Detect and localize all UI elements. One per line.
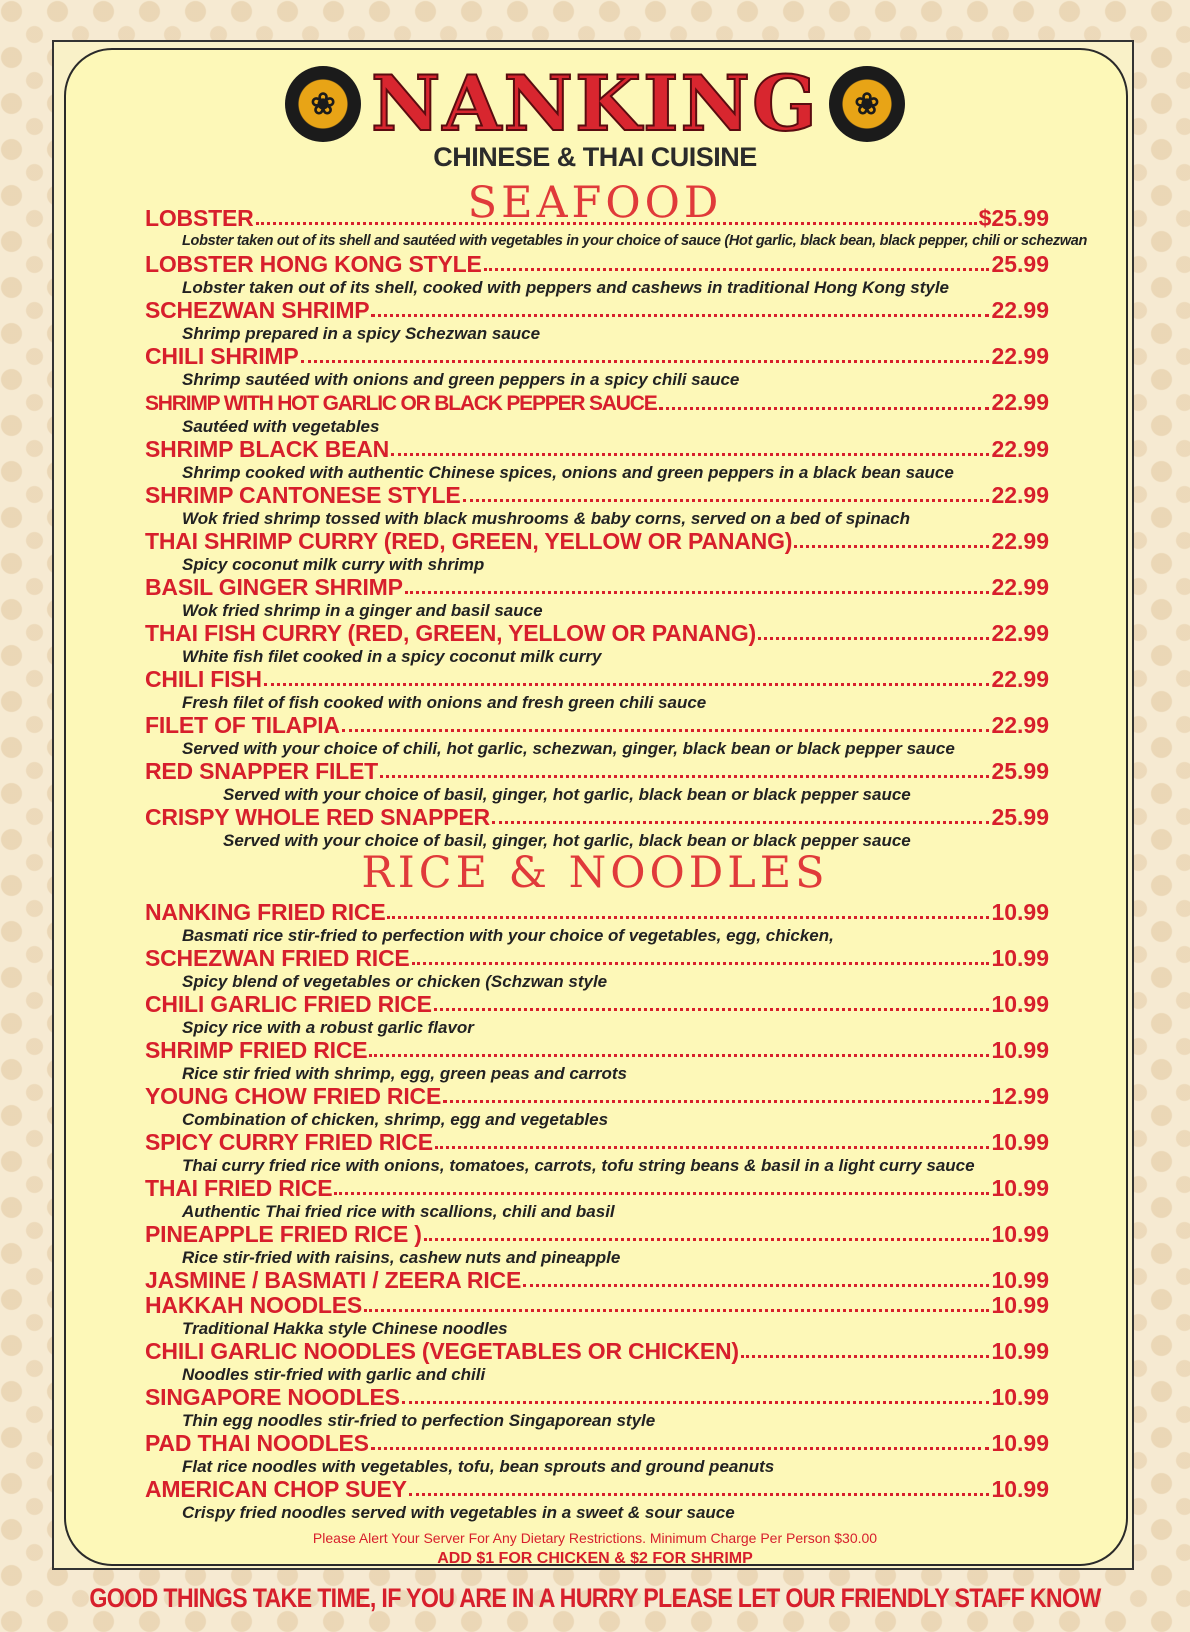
seafood-list [145, 205, 1088, 851]
menu-item-price: 22.99 [991, 297, 1049, 323]
section-title-rice-noodles: RICE & NOODLES [361, 848, 829, 898]
dot-leader [424, 1234, 990, 1241]
dot-leader [484, 264, 990, 271]
dot-leader [371, 1443, 990, 1450]
dot-leader [342, 725, 990, 732]
menu-item-description: Sautéed with vegetables [182, 417, 380, 436]
menu-item-name: RED SNAPPER FILET [145, 758, 379, 784]
menu-item [145, 713, 1049, 738]
dot-leader [412, 958, 990, 965]
menu-item-price: 22.99 [991, 436, 1049, 462]
menu-item-name: YOUNG CHOW FRIED RICE [145, 1083, 442, 1109]
section-title-seafood: SEAFOOD [467, 178, 723, 228]
dot-leader [435, 1142, 990, 1149]
menu-header [0, 59, 1190, 173]
menu-item-price: 25.99 [991, 251, 1049, 277]
menu-item-price: 10.99 [991, 991, 1049, 1017]
menu-item-description: Thai curry fried rice with onions, tomatoes, carrots, tofu string beans & basil in a light curry sauce [182, 1156, 975, 1175]
menu-item [145, 437, 1049, 462]
dot-leader [758, 633, 989, 640]
menu-item-name: SPICY CURRY FRIED RICE [145, 1129, 433, 1155]
menu-item-name: HAKKAH NOODLES [145, 1292, 362, 1318]
menu-item-name: PAD THAI NOODLES [145, 1430, 369, 1456]
menu-item-price: 22.99 [991, 666, 1049, 692]
menu-item [145, 252, 1049, 277]
menu-item [145, 1130, 1049, 1155]
footer-banner: GOOD THINGS TAKE TIME, IF YOU ARE IN A HURRY PLEASE LET OUR FRIENDLY STAFF KNOW [89, 1583, 1101, 1613]
dot-leader [334, 1188, 989, 1195]
menu-item-price: 10.99 [991, 1430, 1049, 1456]
menu-item [145, 1385, 1049, 1410]
menu-item-description: Spicy blend of vegetables or chicken (Schzwan style [182, 972, 608, 991]
dot-leader [371, 310, 989, 317]
menu-item-name: THAI SHRIMP CURRY (RED, GREEN, YELLOW OR PANANG) [145, 528, 793, 554]
menu-item-description: Authentic Thai fried rice with scallions, chili and basil [182, 1202, 615, 1221]
restaurant-name: NANKING [371, 59, 819, 148]
menu-item-name: CHILI GARLIC NOODLES (VEGETABLES OR CHICKEN) [145, 1338, 739, 1364]
menu-item-name: THAI FRIED RICE [145, 1175, 333, 1201]
dot-leader [463, 495, 990, 502]
menu-item-description: Wok fried shrimp in a ginger and basil sauce [182, 601, 543, 620]
menu-item [145, 1176, 1049, 1201]
menu-item-name: SINGAPORE NOODLES [145, 1384, 400, 1410]
menu-item-price: 10.99 [991, 1267, 1049, 1293]
dot-leader [380, 771, 989, 778]
menu-item-description: Crispy fried noodles served with vegetables in a sweet & sour sauce [182, 1503, 735, 1522]
menu-item [145, 1038, 1049, 1063]
menu-item-price: 10.99 [991, 899, 1049, 925]
dot-leader [405, 587, 990, 594]
menu-item [145, 1431, 1049, 1456]
menu-item [145, 900, 1049, 925]
dragon-emblem-icon: ❀ [829, 66, 905, 142]
dietary-notice: Please Alert Your Server For Any Dietary Restrictions. Minimum Charge Per Person $30.00 [312, 1530, 878, 1546]
menu-item-description: Shrimp cooked with authentic Chinese spices, onions and green peppers in a black bean sauce [182, 463, 954, 482]
menu-item-price: 10.99 [991, 1037, 1049, 1063]
menu-item-price: 10.99 [991, 1384, 1049, 1410]
menu-item-price: 10.99 [991, 1175, 1049, 1201]
menu-item-price: 22.99 [991, 343, 1049, 369]
menu-item [145, 621, 1049, 646]
menu-item-description: Rice stir-fried with raisins, cashew nuts and pineapple [182, 1248, 621, 1267]
menu-item-description: Wok fried shrimp tossed with black mushrooms & baby corns, served on a bed of spinach [182, 509, 911, 528]
menu-item [145, 206, 1049, 231]
menu-item [145, 483, 1049, 508]
menu-item-description: Fresh filet of fish cooked with onions and fresh green chili sauce [182, 693, 707, 712]
menu-item-price: 25.99 [991, 804, 1049, 830]
menu-item-price: 10.99 [991, 945, 1049, 971]
menu-item-name: SCHEZWAN SHRIMP [145, 297, 370, 323]
menu-item-description: Served with your choice of basil, ginger, hot garlic, black bean or black pepper sauce [223, 785, 911, 804]
menu-item-name: SHRIMP BLACK BEAN [145, 436, 390, 462]
menu-item-description: Shrimp sautéed with onions and green peppers in a spicy chili sauce [182, 370, 740, 389]
menu-item-description: Rice stir fried with shrimp, egg, green peas and carrots [182, 1064, 627, 1083]
menu-item-description: Lobster taken out of its shell and sautéed with vegetables in your choice of sauce (Hot garlic, black bean, black pepper, chili or schezwan [182, 233, 1088, 249]
menu-item-name: LOBSTER HONG KONG STYLE [145, 251, 482, 277]
menu-item [145, 1293, 1049, 1318]
menu-item-price: 22.99 [991, 620, 1049, 646]
menu-item-price: 10.99 [991, 1292, 1049, 1318]
menu-item [145, 805, 1049, 830]
menu-item-price: 10.99 [991, 1221, 1049, 1247]
menu-item-name: SHRIMP WITH HOT GARLIC OR BLACK PEPPER SAUCE [145, 392, 657, 415]
menu-item [145, 1084, 1049, 1109]
menu-item-description: Basmati rice stir-fried to perfection with your choice of vegetables, egg, chicken, [182, 926, 834, 945]
menu-item-price: 25.99 [991, 758, 1049, 784]
menu-item-name: SHRIMP CANTONESE STYLE [145, 482, 461, 508]
menu-item-name: FILET OF TILAPIA [145, 712, 340, 738]
menu-item-name: CHILI SHRIMP [145, 343, 299, 369]
dot-leader [256, 218, 977, 225]
menu-item [145, 529, 1049, 554]
menu-item [145, 1477, 1049, 1502]
menu-item-price: $25.99 [978, 205, 1049, 231]
menu-item-price: 10.99 [991, 1338, 1049, 1364]
dot-leader [369, 1050, 989, 1057]
menu-item [145, 759, 1049, 784]
menu-item-description: Served with your choice of chili, hot garlic, schezwan, ginger, black bean or black pepper sauce [182, 739, 955, 758]
menu-item [145, 946, 1049, 971]
menu-item-description: Served with your choice of basil, ginger, hot garlic, black bean or black pepper sauce [223, 831, 911, 850]
menu-item [145, 1222, 1049, 1247]
menu-item [145, 298, 1049, 323]
dot-leader [364, 1305, 989, 1312]
menu-item-name: CHILI FISH [145, 666, 262, 692]
rice-noodles-list [145, 900, 1049, 1523]
menu-item-description: Flat rice noodles with vegetables, tofu, bean sprouts and ground peanuts [182, 1457, 775, 1476]
menu-item-name: AMERICAN CHOP SUEY [145, 1476, 407, 1502]
menu-item-description: Spicy rice with a robust garlic flavor [182, 1018, 474, 1037]
menu-item [145, 390, 1049, 416]
dot-leader [391, 449, 989, 456]
menu-item-description: Noodles stir-fried with garlic and chili [182, 1365, 486, 1384]
logo-row [0, 59, 1190, 148]
menu-item-price: 10.99 [991, 1129, 1049, 1155]
menu-item-name: THAI FISH CURRY (RED, GREEN, YELLOW OR PANANG) [145, 620, 756, 646]
menu-item-description: Spicy coconut milk curry with shrimp [182, 555, 485, 574]
menu-item-price: 22.99 [991, 574, 1049, 600]
dot-leader [301, 356, 990, 363]
menu-item-price: 12.99 [991, 1083, 1049, 1109]
menu-item [145, 575, 1049, 600]
dot-leader [264, 679, 990, 686]
dot-leader [402, 1397, 990, 1404]
dot-leader [794, 541, 989, 548]
dot-leader [409, 1489, 990, 1496]
dot-leader [443, 1096, 989, 1103]
dot-leader [523, 1280, 989, 1287]
menu-item-name: PINEAPPLE FRIED RICE ) [145, 1221, 422, 1247]
menu-item-price: 22.99 [991, 482, 1049, 508]
menu-item [145, 992, 1049, 1017]
menu-item [145, 1268, 1049, 1293]
menu-item-description: Traditional Hakka style Chinese noodles [182, 1319, 508, 1338]
dot-leader [434, 1004, 990, 1011]
menu-item-description: White fish filet cooked in a spicy coconut milk curry [182, 647, 602, 666]
dot-leader [741, 1351, 990, 1358]
dot-leader [492, 817, 989, 824]
menu-item-name: SHRIMP FRIED RICE [145, 1037, 368, 1063]
menu-item-price: 10.99 [991, 1476, 1049, 1502]
menu-item-price: 22.99 [991, 389, 1049, 415]
menu-item [145, 1339, 1049, 1364]
menu-item-name: CRISPY WHOLE RED SNAPPER [145, 804, 490, 830]
menu-item-description: Shrimp prepared in a spicy Schezwan sauce [182, 324, 541, 343]
dot-leader [387, 912, 989, 919]
menu-item-description: Combination of chicken, shrimp, egg and vegetables [182, 1110, 609, 1129]
menu-item [145, 667, 1049, 692]
menu-item-name: BASIL GINGER SHRIMP [145, 574, 403, 600]
menu-item-description: Thin egg noodles stir-fried to perfection Singaporean style [182, 1411, 656, 1430]
restaurant-tagline: CHINESE & THAI CUISINE [433, 142, 757, 172]
menu-item-name: CHILI GARLIC FRIED RICE [145, 991, 432, 1017]
menu-item-name: NANKING FRIED RICE [145, 899, 386, 925]
menu-item-name: SCHEZWAN FRIED RICE [145, 945, 410, 971]
menu-item-price: 22.99 [991, 528, 1049, 554]
dragon-emblem-icon: ❀ [285, 66, 361, 142]
menu-item-name: LOBSTER [145, 205, 254, 231]
menu-item [145, 344, 1049, 369]
menu-item-price: 22.99 [991, 712, 1049, 738]
protein-addon-note: ADD $1 FOR CHICKEN & $2 FOR SHRIMP [437, 1550, 753, 1567]
menu-item-name: JASMINE / BASMATI / ZEERA RICE [145, 1267, 522, 1293]
menu-item-description: Lobster taken out of its shell, cooked with peppers and cashews in traditional Hong Kong style [182, 278, 950, 297]
dot-leader [659, 403, 990, 410]
